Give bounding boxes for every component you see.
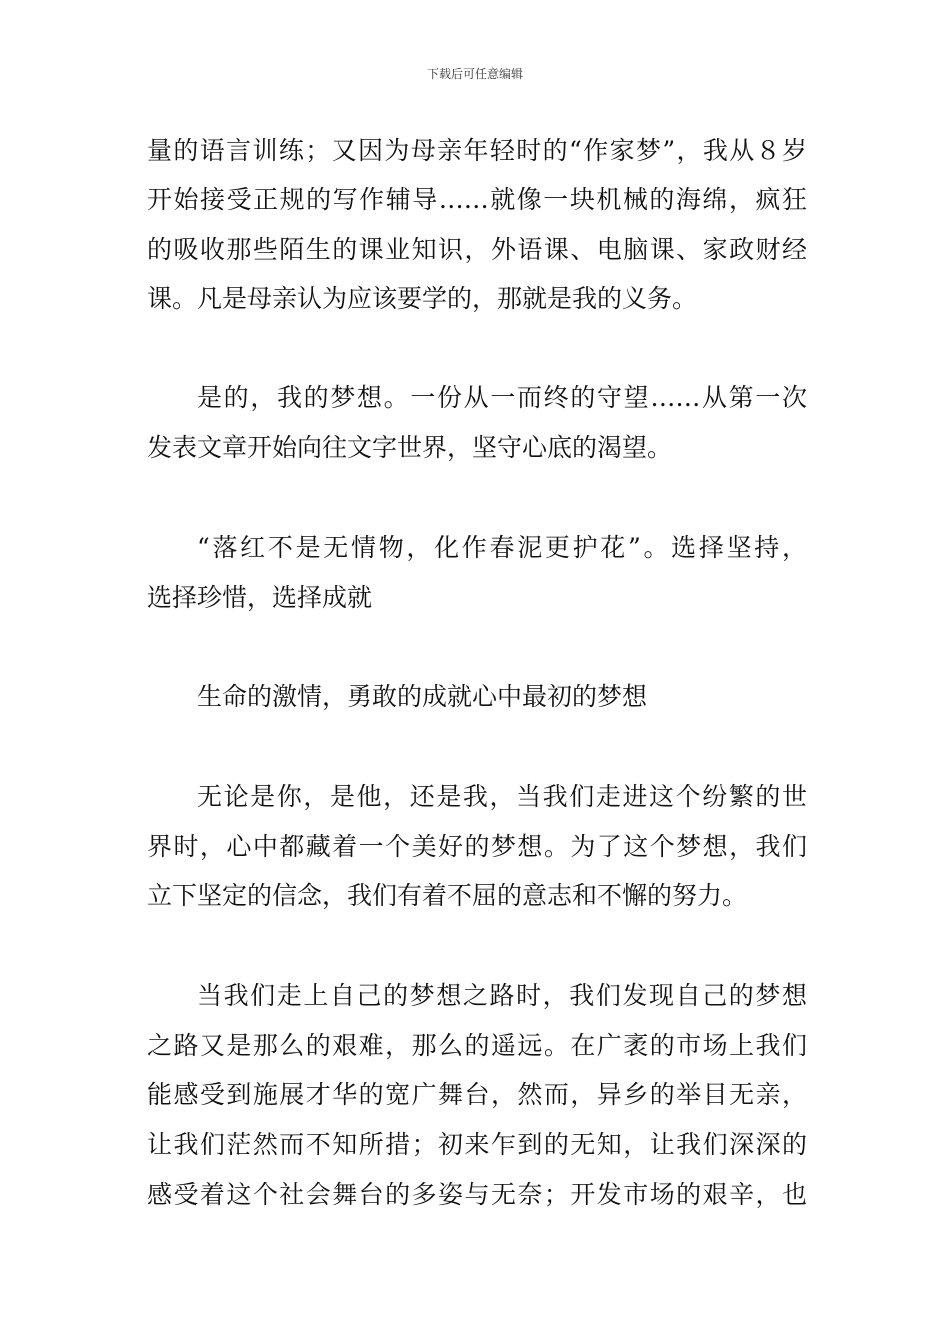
text-line: 是的，我的梦想。一份从一而终的守望……从第一次 [197,383,807,412]
text-line: 开始接受正规的写作辅导……就像一块机械的海绵，疯狂 [147,185,807,214]
text-line: 能感受到施展才华的宽广舞台，然而，异乡的举目无亲， [147,1080,807,1109]
text-line: 量的语言训练；又因为母亲年轻时的“作家梦”，我从８岁 [147,136,807,165]
text-line: 无论是你，是他，还是我，当我们走进这个纷繁的世 [197,782,807,811]
text-line: 界时，心中都藏着一个美好的梦想。为了这个梦想，我们 [147,832,807,861]
text-line: 立下坚定的信念，我们有着不屈的意志和不懈的努力。 [147,881,748,910]
text-line: 让我们茫然而不知所措；初来乍到的无知，让我们深深的 [147,1130,807,1159]
page-header: 下载后可任意编辑 [426,67,523,81]
text-line: 之路又是那么的艰难，那么的遥远。在广袤的市场上我们 [147,1031,807,1060]
text-line: “落红不是无情物，化作春泥更护花”。选择坚持， [197,533,807,562]
text-line: 当我们走上自己的梦想之路时，我们发现自己的梦想 [197,981,807,1010]
text-line: 生命的激情，勇敢的成就心中最初的梦想 [197,682,648,711]
text-line: 选择珍惜，选择成就 [147,583,373,612]
text-line: 的吸收那些陌生的课业知识，外语课、电脑课、家政财经 [147,235,807,264]
text-line: 发表文章开始向往文字世界，坚守心底的渴望。 [147,433,673,462]
text-line: 感受着这个社会舞台的多姿与无奈；开发市场的艰辛，也 [147,1180,807,1209]
text-line: 课。凡是母亲认为应该要学的，那就是我的义务。 [147,284,698,313]
